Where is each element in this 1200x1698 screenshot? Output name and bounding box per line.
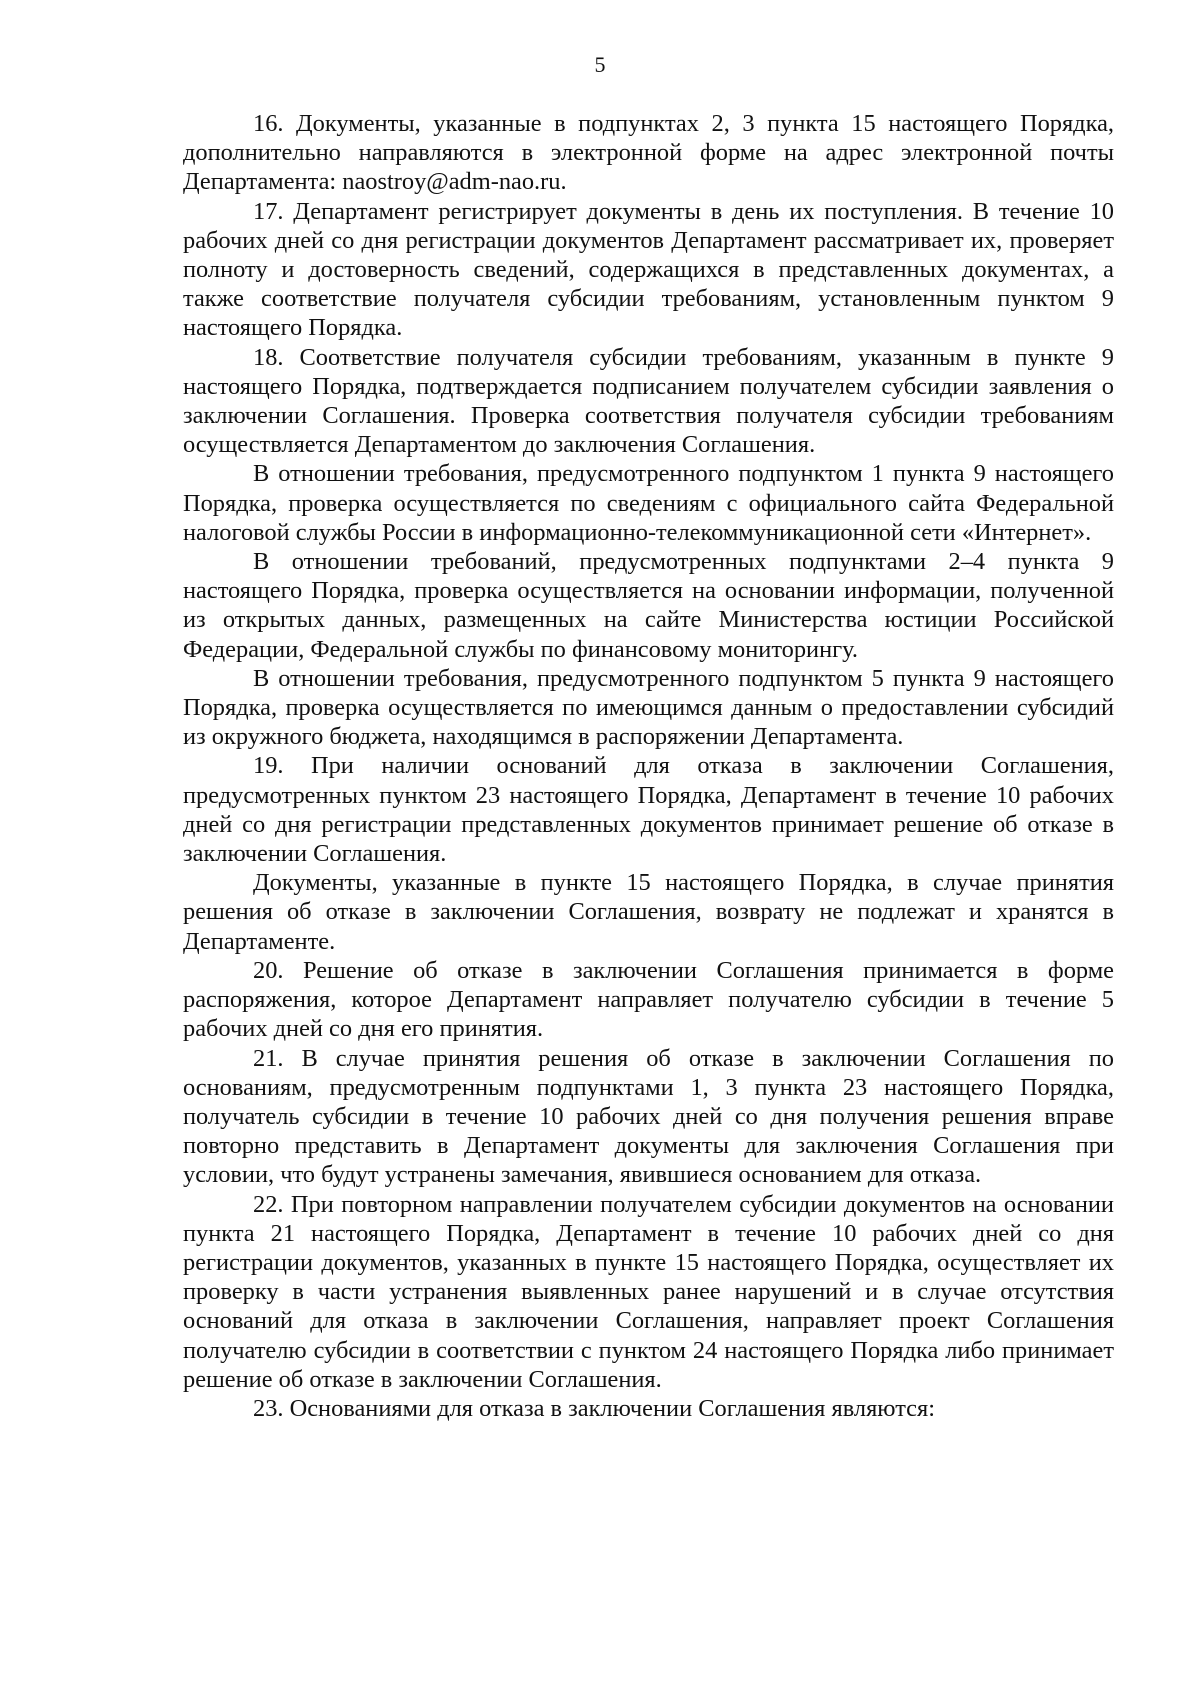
paragraph-20: 20. Решение об отказе в заключении Соглашения принимается в форме распоряжения, которое Департамент направляет получателю субсидии в течение 5 рабочих дней со дня его принятия.	[183, 956, 1114, 1043]
paragraph-18-subpoint-1: В отношении требования, предусмотренного подпунктом 1 пункта 9 настоящего Порядка, проверка осуществляется по сведениям с официального сайта Федеральной налоговой службы России в информационно-телекоммуникационной сети «Интернет».	[183, 460, 1114, 546]
paragraph-22: 22. При повторном направлении получателем субсидии документов на основании пункта 21 настоящего Порядка, Департамент в течение 10 рабочих дней со дня регистрации документов, указанных в пункте 15 настоящего Порядка, осуществляет их проверку в части устранения выявленных ранее нарушений и в случае отсутствия оснований для отказа в заключении Соглашения, направляет проект Соглашения получателю субсидии в соответствии с пунктом 24 настоящего Порядка либо принимает решение об отказе в заключении Соглашения.	[183, 1190, 1114, 1393]
paragraph-17: 17. Департамент регистрирует документы в день их поступления. В течение 10 рабочих дней со дня регистрации документов Департамент рассматривает их, проверяет полноту и достоверность сведений, содержащихся в представленных документах, а также соответствие получателя субсидии требованиям, установленным пунктом 9 настоящего Порядка.	[183, 197, 1114, 342]
paragraph-18-subpoint-2-4: В отношении требований, предусмотренных подпунктами 2–4 пункта 9 настоящего Порядка, проверка осуществляется на основании информации, полученной из открытых данных, размещенных на сайте Министерства юстиции Российской Федерации, Федеральной службы по финансовому мониторингу.	[183, 548, 1114, 663]
paragraph-19: 19. При наличии оснований для отказа в заключении Соглашения, предусмотренных пунктом 23 настоящего Порядка, Департамент в течение 10 рабочих дней со дня регистрации представленных документов принимает решение об отказе в заключении Соглашения.	[183, 752, 1114, 868]
paragraph-19-documents: Документы, указанные в пункте 15 настоящего Порядка, в случае принятия решения об отказе в заключении Соглашения, возврату не подлежат и хранятся в Департаменте.	[183, 869, 1114, 955]
paragraph-18: 18. Соответствие получателя субсидии требованиям, указанным в пункте 9 настоящего Порядка, подтверждается подписанием получателем субсидии заявления о заключении Соглашения. Проверка соответствия получателя субсидии требованиям осуществляется Департаментом до заключения Соглашения.	[183, 343, 1114, 459]
paragraph-18-subpoint-5: В отношении требования, предусмотренного подпунктом 5 пункта 9 настоящего Порядка, проверка осуществляется по имеющимся данным о предоставлении субсидий из окружного бюджета, находящимся в распоряжении Департамента.	[183, 664, 1114, 751]
page-number: 5	[594, 52, 606, 77]
paragraph-23: 23. Основаниями для отказа в заключении Соглашения являются:	[253, 1394, 935, 1422]
document-body	[183, 109, 1114, 1423]
paragraph-16: 16. Документы, указанные в подпунктах 2, 3 пункта 15 настоящего Порядка, дополнительно направляются в электронной форме на адрес электронной почты Департамента: naostroy@adm-nao.ru.	[183, 110, 1114, 196]
paragraph-21: 21. В случае принятия решения об отказе в заключении Соглашения по основаниям, предусмотренным подпунктами 1, 3 пункта 23 настоящего Порядка, получатель субсидии в течение 10 рабочих дней со дня получения решения вправе повторно представить в Департамент документы для заключения Соглашения при условии, что будут устранены замечания, явившиеся основанием для отказа.	[183, 1044, 1114, 1189]
